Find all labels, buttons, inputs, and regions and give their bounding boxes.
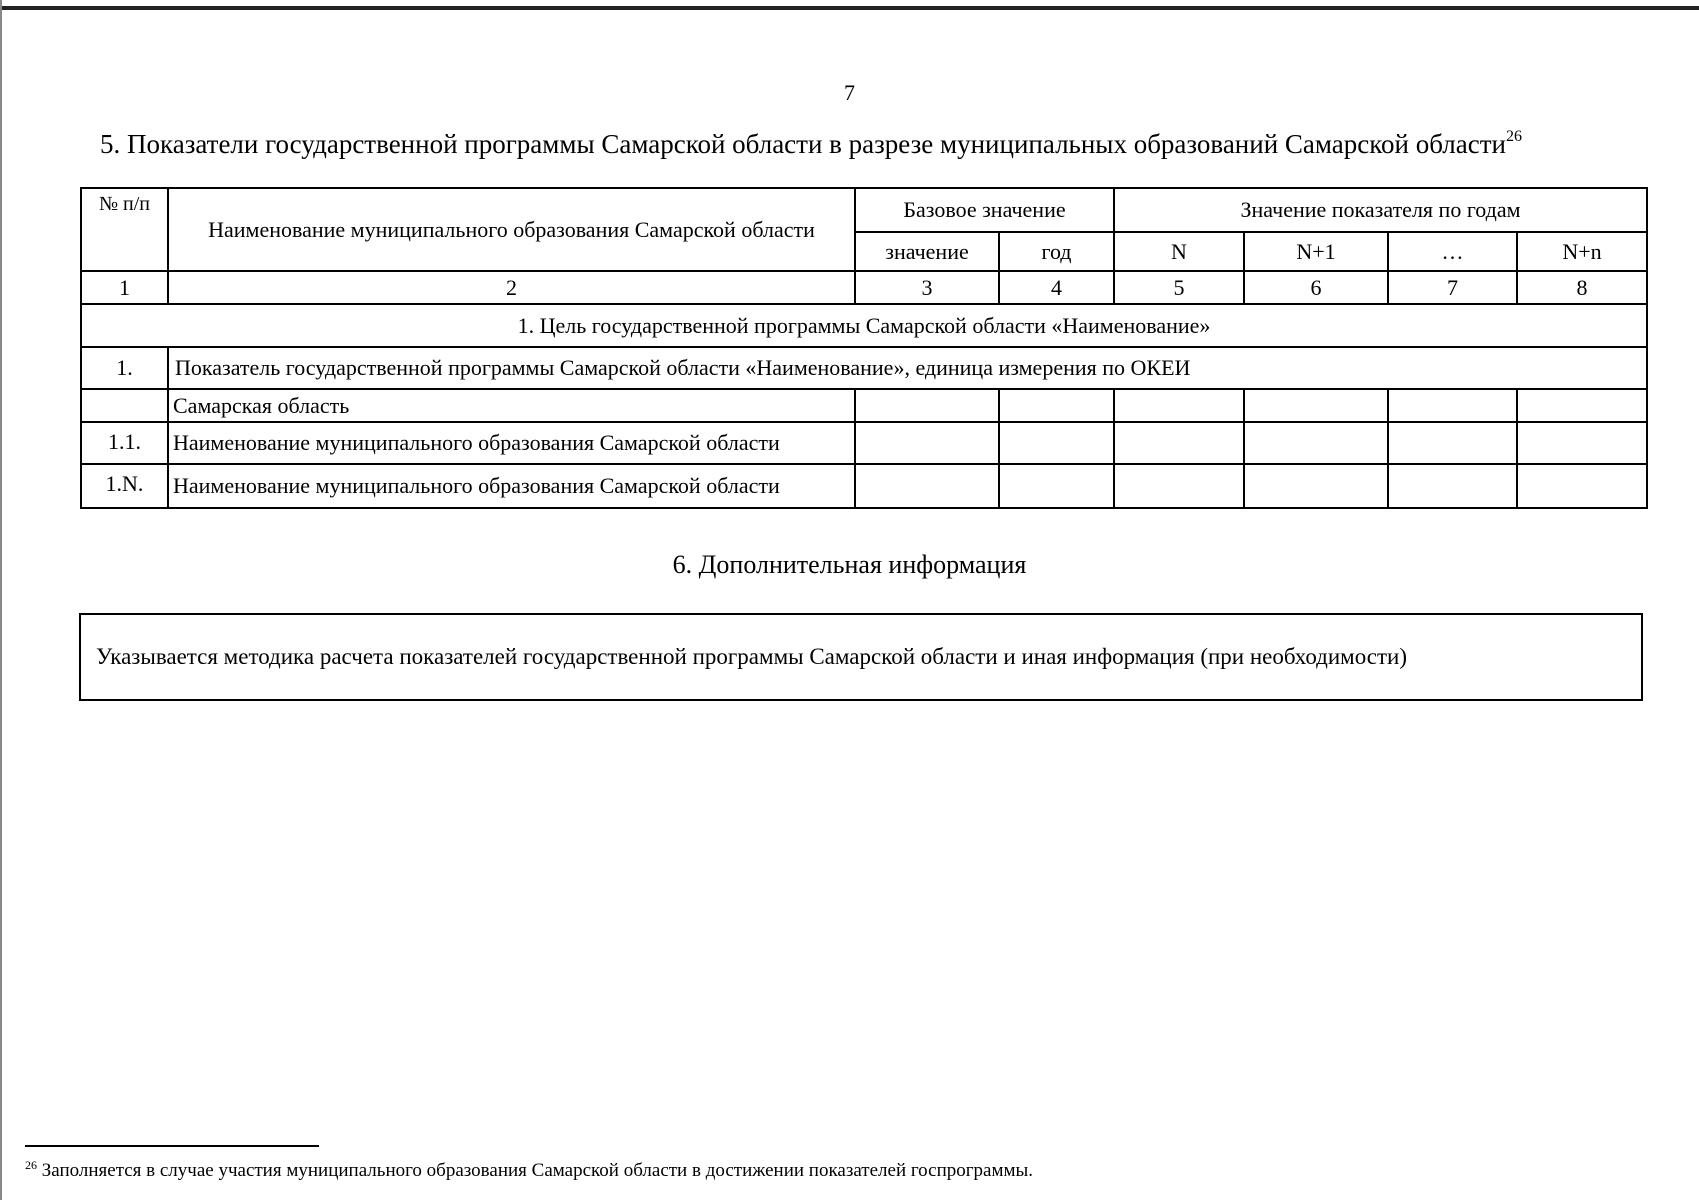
table-row	[81, 389, 1647, 422]
header-year-n1: N+1	[1244, 232, 1388, 271]
header-years-group: Значение показателя по годам	[1114, 188, 1647, 232]
goal-row: 1. Цель государственной программы Самарской области «Наименование»	[81, 304, 1647, 347]
column-number: 3	[855, 271, 999, 304]
cell-year-ellipsis	[1388, 389, 1517, 422]
header-base-value-group: Базовое значение	[855, 188, 1114, 232]
footnote-text: Заполняется в случае участия муниципального образования Самарской области в достижении показателей госпрограммы.	[41, 1160, 1034, 1181]
column-number: 2	[168, 271, 855, 304]
header-year-n: N	[1114, 232, 1244, 271]
top-border-line	[0, 6, 1699, 10]
column-numbers-row	[81, 271, 1647, 304]
additional-info-box	[79, 613, 1643, 701]
section-5-title-text: 5. Показатели государственной программы Самарской области в разрезе муниципальных образований Самарской области	[100, 129, 1506, 159]
row-num: 1.1.	[81, 422, 168, 464]
footnote-number: 26	[25, 1158, 37, 1172]
cell-base-value	[855, 389, 999, 422]
left-border-line	[0, 0, 2, 1200]
column-number: 8	[1517, 271, 1647, 304]
cell-year-nn	[1517, 389, 1647, 422]
cell-base-year	[999, 464, 1114, 508]
header-base-year: год	[999, 232, 1114, 271]
footnote	[25, 1158, 1033, 1182]
section-5-title	[100, 128, 1522, 160]
footnote-separator	[25, 1145, 319, 1147]
row-num	[81, 389, 168, 422]
cell-base-year	[999, 389, 1114, 422]
cell-year-nn	[1517, 464, 1647, 508]
indicator-text: Показатель государственной программы Самарской области «Наименование», единица измерения по ОКЕИ	[168, 347, 1647, 389]
cell-year-n1	[1244, 389, 1388, 422]
indicators-table	[80, 187, 1648, 509]
cell-year-ellipsis	[1388, 422, 1517, 464]
column-number: 1	[81, 271, 168, 304]
cell-year-ellipsis	[1388, 464, 1517, 508]
section-5-footnote-ref: 26	[1505, 128, 1522, 145]
additional-info-text: Указывается методика расчета показателей государственной программы Самарской области и иная информация (при необходимости)	[96, 644, 1408, 669]
row-num: 1.N.	[81, 464, 168, 508]
cell-year-n	[1114, 389, 1244, 422]
column-number: 4	[999, 271, 1114, 304]
indicator-num: 1.	[81, 347, 168, 389]
column-number: 5	[1114, 271, 1244, 304]
header-year-ellipsis: …	[1388, 232, 1517, 271]
header-base-value: значение	[855, 232, 999, 271]
cell-year-n	[1114, 464, 1244, 508]
column-number: 6	[1244, 271, 1388, 304]
page-number: 7	[844, 80, 855, 105]
header-num: № п/п	[81, 188, 168, 271]
cell-year-n	[1114, 422, 1244, 464]
row-name: Наименование муниципального образования Самарской области	[168, 422, 855, 464]
row-name: Наименование муниципального образования Самарской области	[168, 464, 855, 508]
header-municipality-name: Наименование муниципального образования Самарской области	[168, 188, 855, 271]
cell-year-nn	[1517, 422, 1647, 464]
cell-base-year	[999, 422, 1114, 464]
cell-year-n1	[1244, 422, 1388, 464]
table-row	[81, 422, 1647, 464]
cell-base-value	[855, 422, 999, 464]
cell-year-n1	[1244, 464, 1388, 508]
table-row	[81, 464, 1647, 508]
header-year-nn: N+n	[1517, 232, 1647, 271]
column-number: 7	[1388, 271, 1517, 304]
cell-base-value	[855, 464, 999, 508]
section-6-title: 6. Дополнительная информация	[672, 550, 1027, 579]
row-name: Самарская область	[168, 389, 855, 422]
